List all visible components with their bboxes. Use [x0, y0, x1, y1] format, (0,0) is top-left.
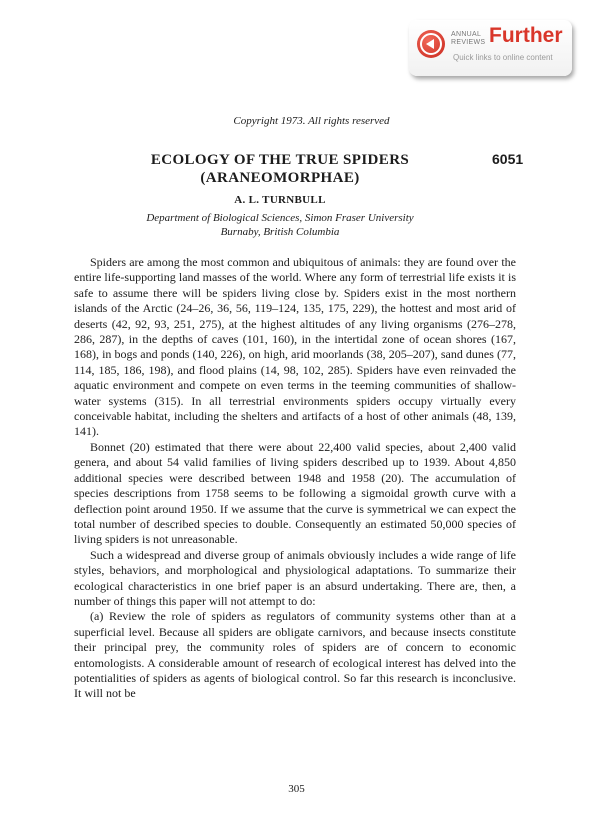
article-title: [90, 151, 470, 187]
play-back-icon: [417, 30, 445, 58]
copyright-notice: Copyright 1973. All rights reserved: [233, 115, 390, 127]
paragraph: (a) Review the role of spiders as regulators of community systems other than at a superficial level. Because all spiders are obligate carnivors, and because insects constitute their principal prey, the community roles of spiders are of concern to economic entomologists. A considerable amount of research of ecological interest has delved into the potentialities of spiders as agents of biological control. So far this research is inconclusive. It will not be: [74, 609, 516, 701]
annual-label: ANNUAL: [451, 31, 482, 38]
title-line-1: ECOLOGY OF THE TRUE SPIDERS: [150, 152, 410, 168]
paragraph: Bonnet (20) estimated that there were about 22,400 valid species, about 2,400 valid genera, and about 54 valid families of living spiders described up to 1939. About 4,850 additional species were described between 1948 and 1958 (20). The accumulation of species descriptions from 1758 seems to be following a sigmoidal growth curve with a deflection point around 1950. If we assume that the curve is symmetrical we can expect the total number of described species to double. Consequently an estimated 50,000 species of living spiders is not unreasonable.: [74, 439, 516, 547]
affiliation-line-1: Department of Biological Sciences, Simon Fraser University: [146, 212, 414, 224]
annual-reviews-label: [451, 31, 487, 47]
article-body: [74, 255, 516, 702]
paragraph: Such a widespread and diverse group of animals obviously includes a wide range of life styles, behaviors, and morphological and physiological adaptations. To summarize their ecological characteristics in one brief paper is an absurd undertaking. There are, then, a number of things this paper will not attempt to do:: [74, 547, 516, 608]
quick-links-label: Quick links to online content: [453, 53, 553, 62]
author-affiliation: [90, 211, 470, 239]
reviews-label: REVIEWS: [451, 39, 486, 46]
further-banner[interactable]: [409, 20, 572, 76]
article-number: 6051: [492, 151, 524, 167]
author-name: A. L. TURNBULL: [234, 194, 326, 206]
paragraph: Spiders are among the most common and ubiquitous of animals: they are found over the entire life-supporting land masses of the world. Where any form of terrestrial life exists it is safe to assume there will be spiders living close by. Spiders exist in the most northern islands of the Arctic (24–26, 36, 56, 119–124, 135, 175, 229), the hottest and most arid of deserts (42, 92, 93, 251, 275), at the highest altitudes of any living organisms (276–278, 286, 287), in the depths of caves (101, 160), in the intertidal zone of ocean shores (167, 168), in bogs and ponds (140, 226), on high, arid moorlands (38, 205–207), sand dunes (77, 114, 185, 186, 198), and flood plains (14, 98, 102, 285). Spiders have even reinvaded the aquatic environment and compete on even terms in the teeming communities of shallow-water systems (315). In all terrestrial environments spiders occupy virtually every conceivable habitat, including the shelters and artifacts of a host of other animals (48, 139, 141).: [74, 255, 516, 439]
title-line-2: (ARANEOMORPHAE): [200, 170, 360, 186]
page-number: 305: [288, 783, 305, 795]
further-label: Further: [489, 24, 563, 47]
affiliation-line-2: Burnaby, British Columbia: [220, 226, 340, 238]
